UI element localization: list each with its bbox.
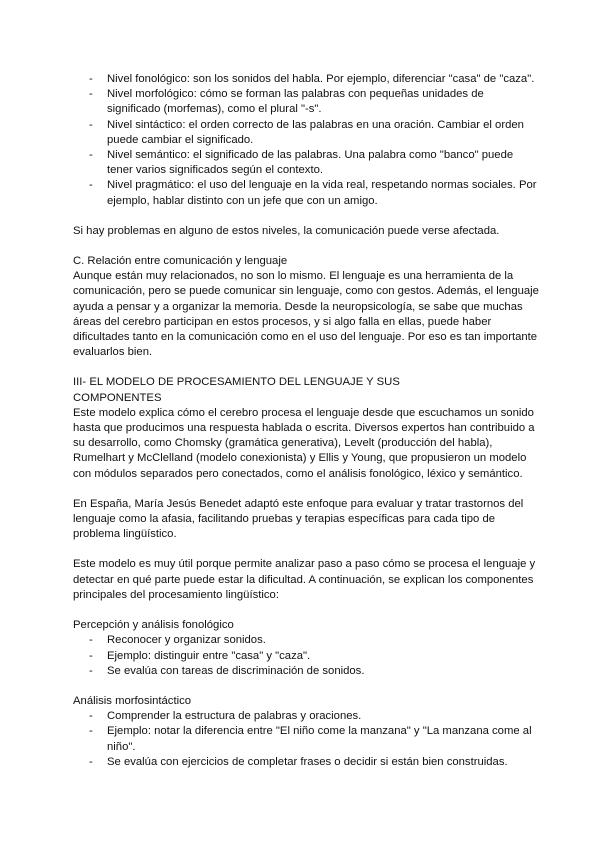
list-item: - Nivel fonológico: son los sonidos del habla. Por ejemplo, diferenciar "casa" de "caza". [73, 72, 540, 87]
dash-bullet: - [89, 118, 93, 131]
dash-bullet: - [89, 88, 93, 101]
list-item: - Comprender la estructura de palabras y oraciones. [73, 709, 540, 724]
list-item: - Nivel semántico: el significado de las palabras. Una palabra como "banco" puede tener varios significados según el contexto. [89, 149, 514, 177]
list-item: - Se evalúa con tareas de discriminación de sonidos. [73, 664, 540, 679]
section-iii-paragraph-3: Este modelo es muy útil porque permite analizar paso a paso cómo se procesa el lenguaje y detectar en qué parte puede estar la dificultad. A continuación, se explican los componentes principales del procesamiento lingüístico: [73, 558, 536, 601]
problems-paragraph: Si hay problemas en alguno de estos niveles, la comunicación puede verse afectada. [73, 224, 500, 237]
perception-list [73, 633, 540, 679]
morpho-list [73, 709, 540, 770]
morpho-heading: Análisis morfosintáctico [73, 694, 192, 707]
section-iii-heading: III- EL MODELO DE PROCESAMIENTO DEL LENGUAJE Y SUS COMPONENTES [73, 376, 400, 404]
perception-heading: Percepción y análisis fonológico [73, 619, 234, 632]
list-item: - Nivel morfológico: cómo se forman las palabras con pequeñas unidades de significado (morfemas), como el plural "-s". [89, 88, 484, 116]
dash-bullet: - [89, 179, 93, 192]
list-item: - Ejemplo: distinguir entre "casa" y "caza". [73, 649, 540, 664]
dash-bullet: - [89, 649, 93, 662]
dash-bullet: - [89, 149, 93, 162]
dash-bullet: - [89, 664, 93, 677]
dash-bullet: - [89, 725, 93, 738]
list-item: - Ejemplo: notar la diferencia entre "El niño come la manzana" y "La manzana come al niño". [89, 725, 532, 753]
section-iii-paragraph-1: Este modelo explica cómo el cerebro procesa el lenguaje desde que escuchamos un sonido hasta que producimos una respuesta hablada o escrita. Diversos expertos han contribuido a su desarrollo, como Chomsky (gramática generativa), Levelt (producción del habla), Rumelhart y McClelland (modelo conexionista) y Ellis y Young, que propusieron un modelo con módulos separados pero conectados, como el análisis fonológico, léxico y semántico. [73, 406, 535, 480]
dash-bullet: - [89, 755, 93, 768]
section-c-heading: C. Relación entre comunicación y lenguaje [73, 255, 288, 268]
list-item: - Nivel sintáctico: el orden correcto de las palabras en una oración. Cambiar el orden puede cambiar el significado. [89, 118, 524, 146]
list-item: - Se evalúa con ejercicios de completar frases o decidir si están bien construidas. [73, 755, 540, 770]
list-item: - Nivel pragmático: el uso del lenguaje en la vida real, respetando normas sociales. Por ejemplo, hablar distinto con un jefe que con un amigo. [89, 179, 537, 207]
list-item: - Reconocer y organizar sonidos. [73, 633, 540, 648]
dash-bullet: - [89, 634, 93, 647]
section-c-body: Aunque están muy relacionados, no son lo mismo. El lenguaje es una herramienta de la comunicación, pero se puede comunicar sin lenguaje, como con gestos. Además, el lenguaje ayuda a pensar y a organizar la memoria. Desde la neuropsicología, se sabe que muchas áreas del cerebro participan en estos procesos, y si algo falla en ellas, puede haber dificultades tanto en la comunicación como en el uso del lenguaje. Por eso es tan importante evaluarlos bien. [73, 270, 539, 359]
section-iii-paragraph-2: En España, María Jesús Benedet adaptó este enfoque para evaluar y tratar trastornos del lenguaje como la afasia, facilitando pruebas y terapias específicas para cada tipo de problema lingüístico. [73, 497, 524, 541]
dash-bullet: - [89, 710, 93, 723]
dash-bullet: - [89, 73, 93, 85]
language-levels-list [73, 72, 540, 209]
